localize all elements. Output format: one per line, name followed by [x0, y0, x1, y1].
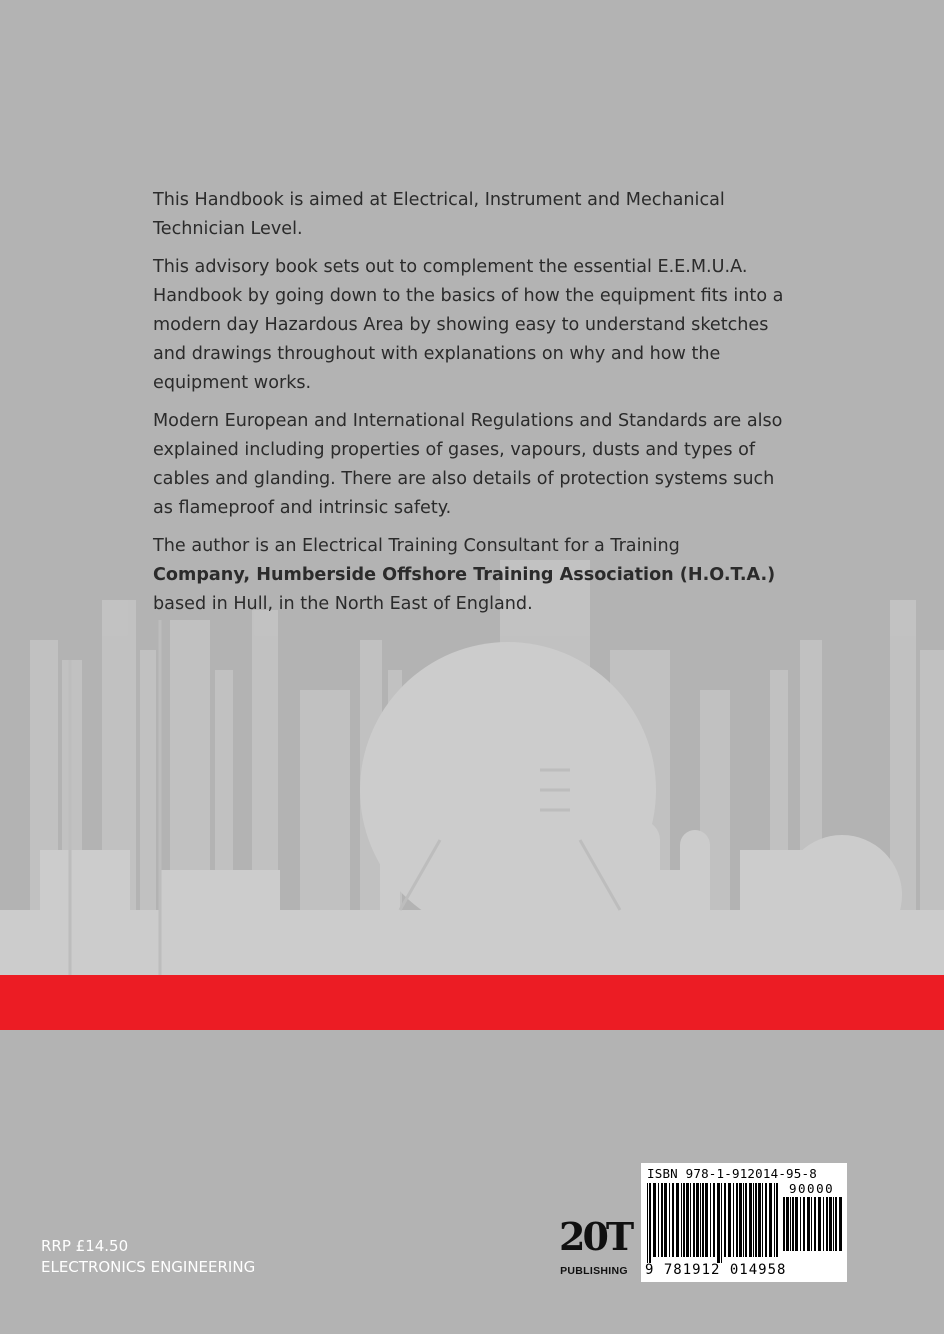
- barcode-bar: [786, 1197, 789, 1251]
- barcode-bar: [686, 1183, 689, 1257]
- barcode-bar: [658, 1183, 659, 1257]
- blurb-paragraph-audience: This Handbook is aimed at Electrical, Instrument and Mechanical Technician Level.: [153, 190, 725, 239]
- barcode-bar: [814, 1197, 816, 1251]
- isbn-barcode: [641, 1163, 847, 1282]
- barcode-bar: [829, 1197, 832, 1251]
- barcode-bar: [649, 1183, 651, 1263]
- barcode-bar: [833, 1197, 834, 1251]
- barcode-bar: [683, 1183, 685, 1257]
- barcode-bar: [790, 1197, 791, 1251]
- barcode-bar: [717, 1183, 720, 1263]
- red-band: [0, 975, 944, 1030]
- barcode-bar: [749, 1183, 752, 1257]
- barcode-bar: [696, 1183, 699, 1257]
- barcode-bar: [758, 1183, 761, 1257]
- barcode-bar: [664, 1183, 667, 1257]
- barcode-bar: [803, 1197, 805, 1251]
- barcode-bar: [762, 1183, 763, 1257]
- barcode-bar: [792, 1197, 794, 1251]
- barcode-bar: [745, 1183, 747, 1257]
- barcode-bar: [672, 1183, 674, 1257]
- blurb-paragraph-contents: Modern European and International Regulations and Standards are also explained including properties of gases, vapours, dusts and types of cables and glanding. There are also details of protection systems such as flameproof and intrinsic safety.: [153, 411, 783, 518]
- barcode-bar: [800, 1197, 801, 1251]
- category-label: ELECTRONICS ENGINEERING: [41, 1258, 256, 1276]
- price-label: RRP £14.50: [41, 1237, 129, 1255]
- isbn-number: ISBN 978-1-912014-95-8: [647, 1166, 817, 1181]
- price-category: [41, 1236, 255, 1278]
- barcode-bar: [826, 1197, 828, 1251]
- barcode-bar: [774, 1183, 775, 1257]
- ean-number: 9 781912 014958: [645, 1262, 787, 1278]
- barcode-bar: [681, 1183, 682, 1257]
- barcode-bar: [776, 1183, 778, 1257]
- barcode-bar: [724, 1183, 726, 1257]
- price-code: 90000: [789, 1181, 835, 1196]
- barcode-bar: [713, 1183, 715, 1257]
- barcode-bar: [653, 1183, 656, 1257]
- barcode-bar: [823, 1197, 824, 1251]
- barcode-bar: [721, 1183, 722, 1263]
- publisher-logo: [559, 1212, 632, 1286]
- barcode-bar: [755, 1183, 757, 1257]
- barcode-bar: [743, 1183, 744, 1257]
- barcode-bar: [736, 1183, 738, 1257]
- publisher-mark: 20T: [559, 1214, 632, 1259]
- barcode-bar: [795, 1197, 798, 1251]
- barcode-bar: [811, 1197, 812, 1251]
- barcode-bar: [710, 1183, 711, 1257]
- barcode-bar: [765, 1183, 767, 1257]
- barcode-bar: [647, 1183, 648, 1263]
- addon-bars: [783, 1197, 843, 1277]
- barcode-bar: [661, 1183, 663, 1257]
- blurb-text: [153, 186, 793, 628]
- author-organisation: Company, Humberside Offshore Training Association (H.O.T.A.): [153, 565, 776, 585]
- barcode-bar: [728, 1183, 731, 1257]
- barcode-bar: [702, 1183, 704, 1257]
- barcode-bar: [690, 1183, 691, 1257]
- barcode-bar: [835, 1197, 837, 1251]
- barcode-bar: [739, 1183, 742, 1257]
- barcode-bar: [733, 1183, 734, 1257]
- barcode-bar: [705, 1183, 708, 1257]
- barcode-bar: [818, 1197, 821, 1251]
- barcode-bar: [769, 1183, 772, 1257]
- barcode-bar: [700, 1183, 701, 1257]
- blurb-paragraph-purpose: This advisory book sets out to complement the essential E.E.M.U.A. Handbook by going down to the basics of how the equipment fits into a modern day Hazardous Area by showing easy to understand sketches and drawings throughout with explanations on why and how the equipment works.: [153, 257, 784, 393]
- author-location: based in Hull, in the North East of England.: [153, 594, 533, 614]
- barcode-bar: [839, 1197, 842, 1251]
- publisher-name: PUBLISHING: [560, 1265, 628, 1277]
- ean-bars: [647, 1183, 779, 1263]
- blurb-paragraph-author: [153, 532, 793, 619]
- barcode-bar: [783, 1197, 785, 1251]
- barcode-bar: [807, 1197, 810, 1251]
- barcode-bar: [693, 1183, 695, 1257]
- barcode-bar: [753, 1183, 754, 1257]
- barcode-bar: [669, 1183, 670, 1257]
- author-intro: The author is an Electrical Training Consultant for a Training: [153, 536, 680, 556]
- barcode-bar: [676, 1183, 679, 1257]
